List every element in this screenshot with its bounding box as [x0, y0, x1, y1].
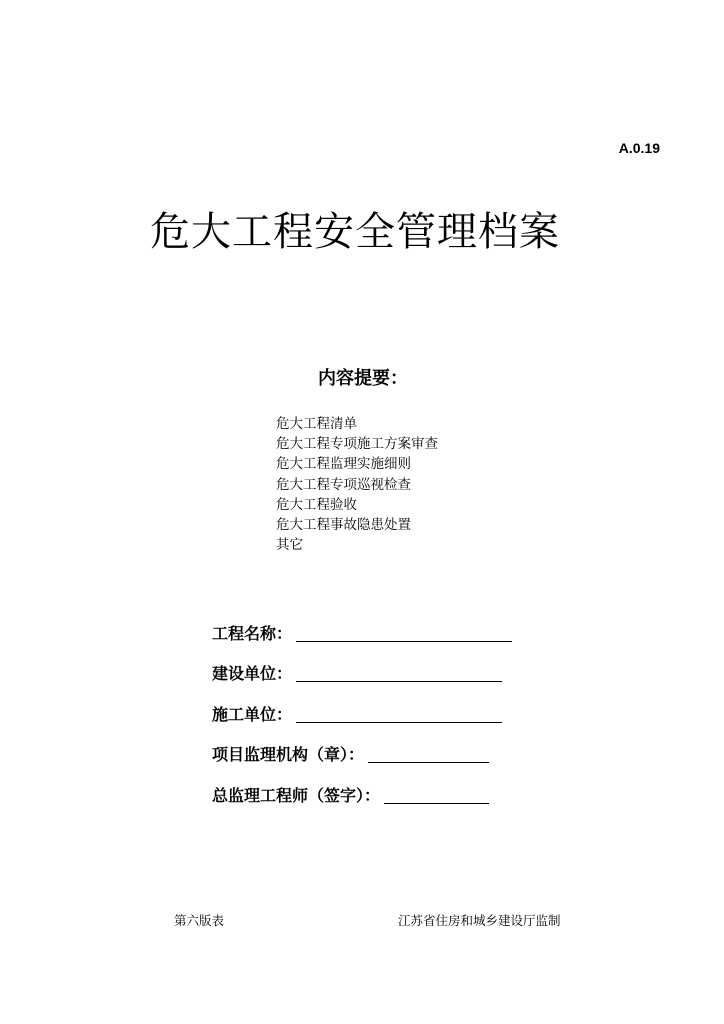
summary-item-acceptance: 危大工程验收	[276, 496, 357, 513]
field-supervision-org	[212, 741, 489, 765]
footer-edition: 第六版表	[174, 913, 225, 928]
field-project-name-label: 工程名称：	[212, 624, 293, 643]
summary-item-other: 其它	[276, 537, 303, 554]
supervision-org-input-line[interactable]	[368, 746, 489, 763]
contractor-unit-input-line[interactable]	[296, 706, 502, 723]
field-owner-unit	[212, 660, 502, 684]
project-name-input-line[interactable]	[296, 625, 512, 642]
field-contractor-unit-label: 施工单位：	[212, 705, 293, 724]
summary-item-supervision-rules: 危大工程监理实施细则	[276, 456, 411, 473]
summary-item-hazard-handling: 危大工程事故隐患处置	[276, 516, 411, 533]
summary-item-plan-review: 危大工程专项施工方案审查	[276, 436, 438, 453]
document-title: 危大工程安全管理档案	[150, 209, 560, 255]
summary-item-inspection: 危大工程专项巡视检查	[276, 476, 411, 493]
summary-heading: 内容提要：	[318, 368, 408, 389]
summary-list	[276, 414, 438, 555]
field-owner-unit-label: 建设单位：	[212, 664, 293, 683]
field-contractor-unit	[212, 701, 502, 725]
form-code: A.0.19	[618, 140, 660, 156]
owner-unit-input-line[interactable]	[296, 665, 502, 682]
field-chief-supervisor-label: 总监理工程师（签字）：	[212, 786, 381, 805]
field-project-name	[212, 620, 512, 644]
summary-item-checklist: 危大工程清单	[276, 416, 357, 432]
field-chief-supervisor	[212, 782, 489, 806]
footer-issuer: 江苏省住房和城乡建设厅监制	[398, 913, 561, 928]
chief-supervisor-signature-line[interactable]	[384, 787, 489, 804]
field-supervision-org-label: 项目监理机构（章）：	[212, 745, 365, 764]
